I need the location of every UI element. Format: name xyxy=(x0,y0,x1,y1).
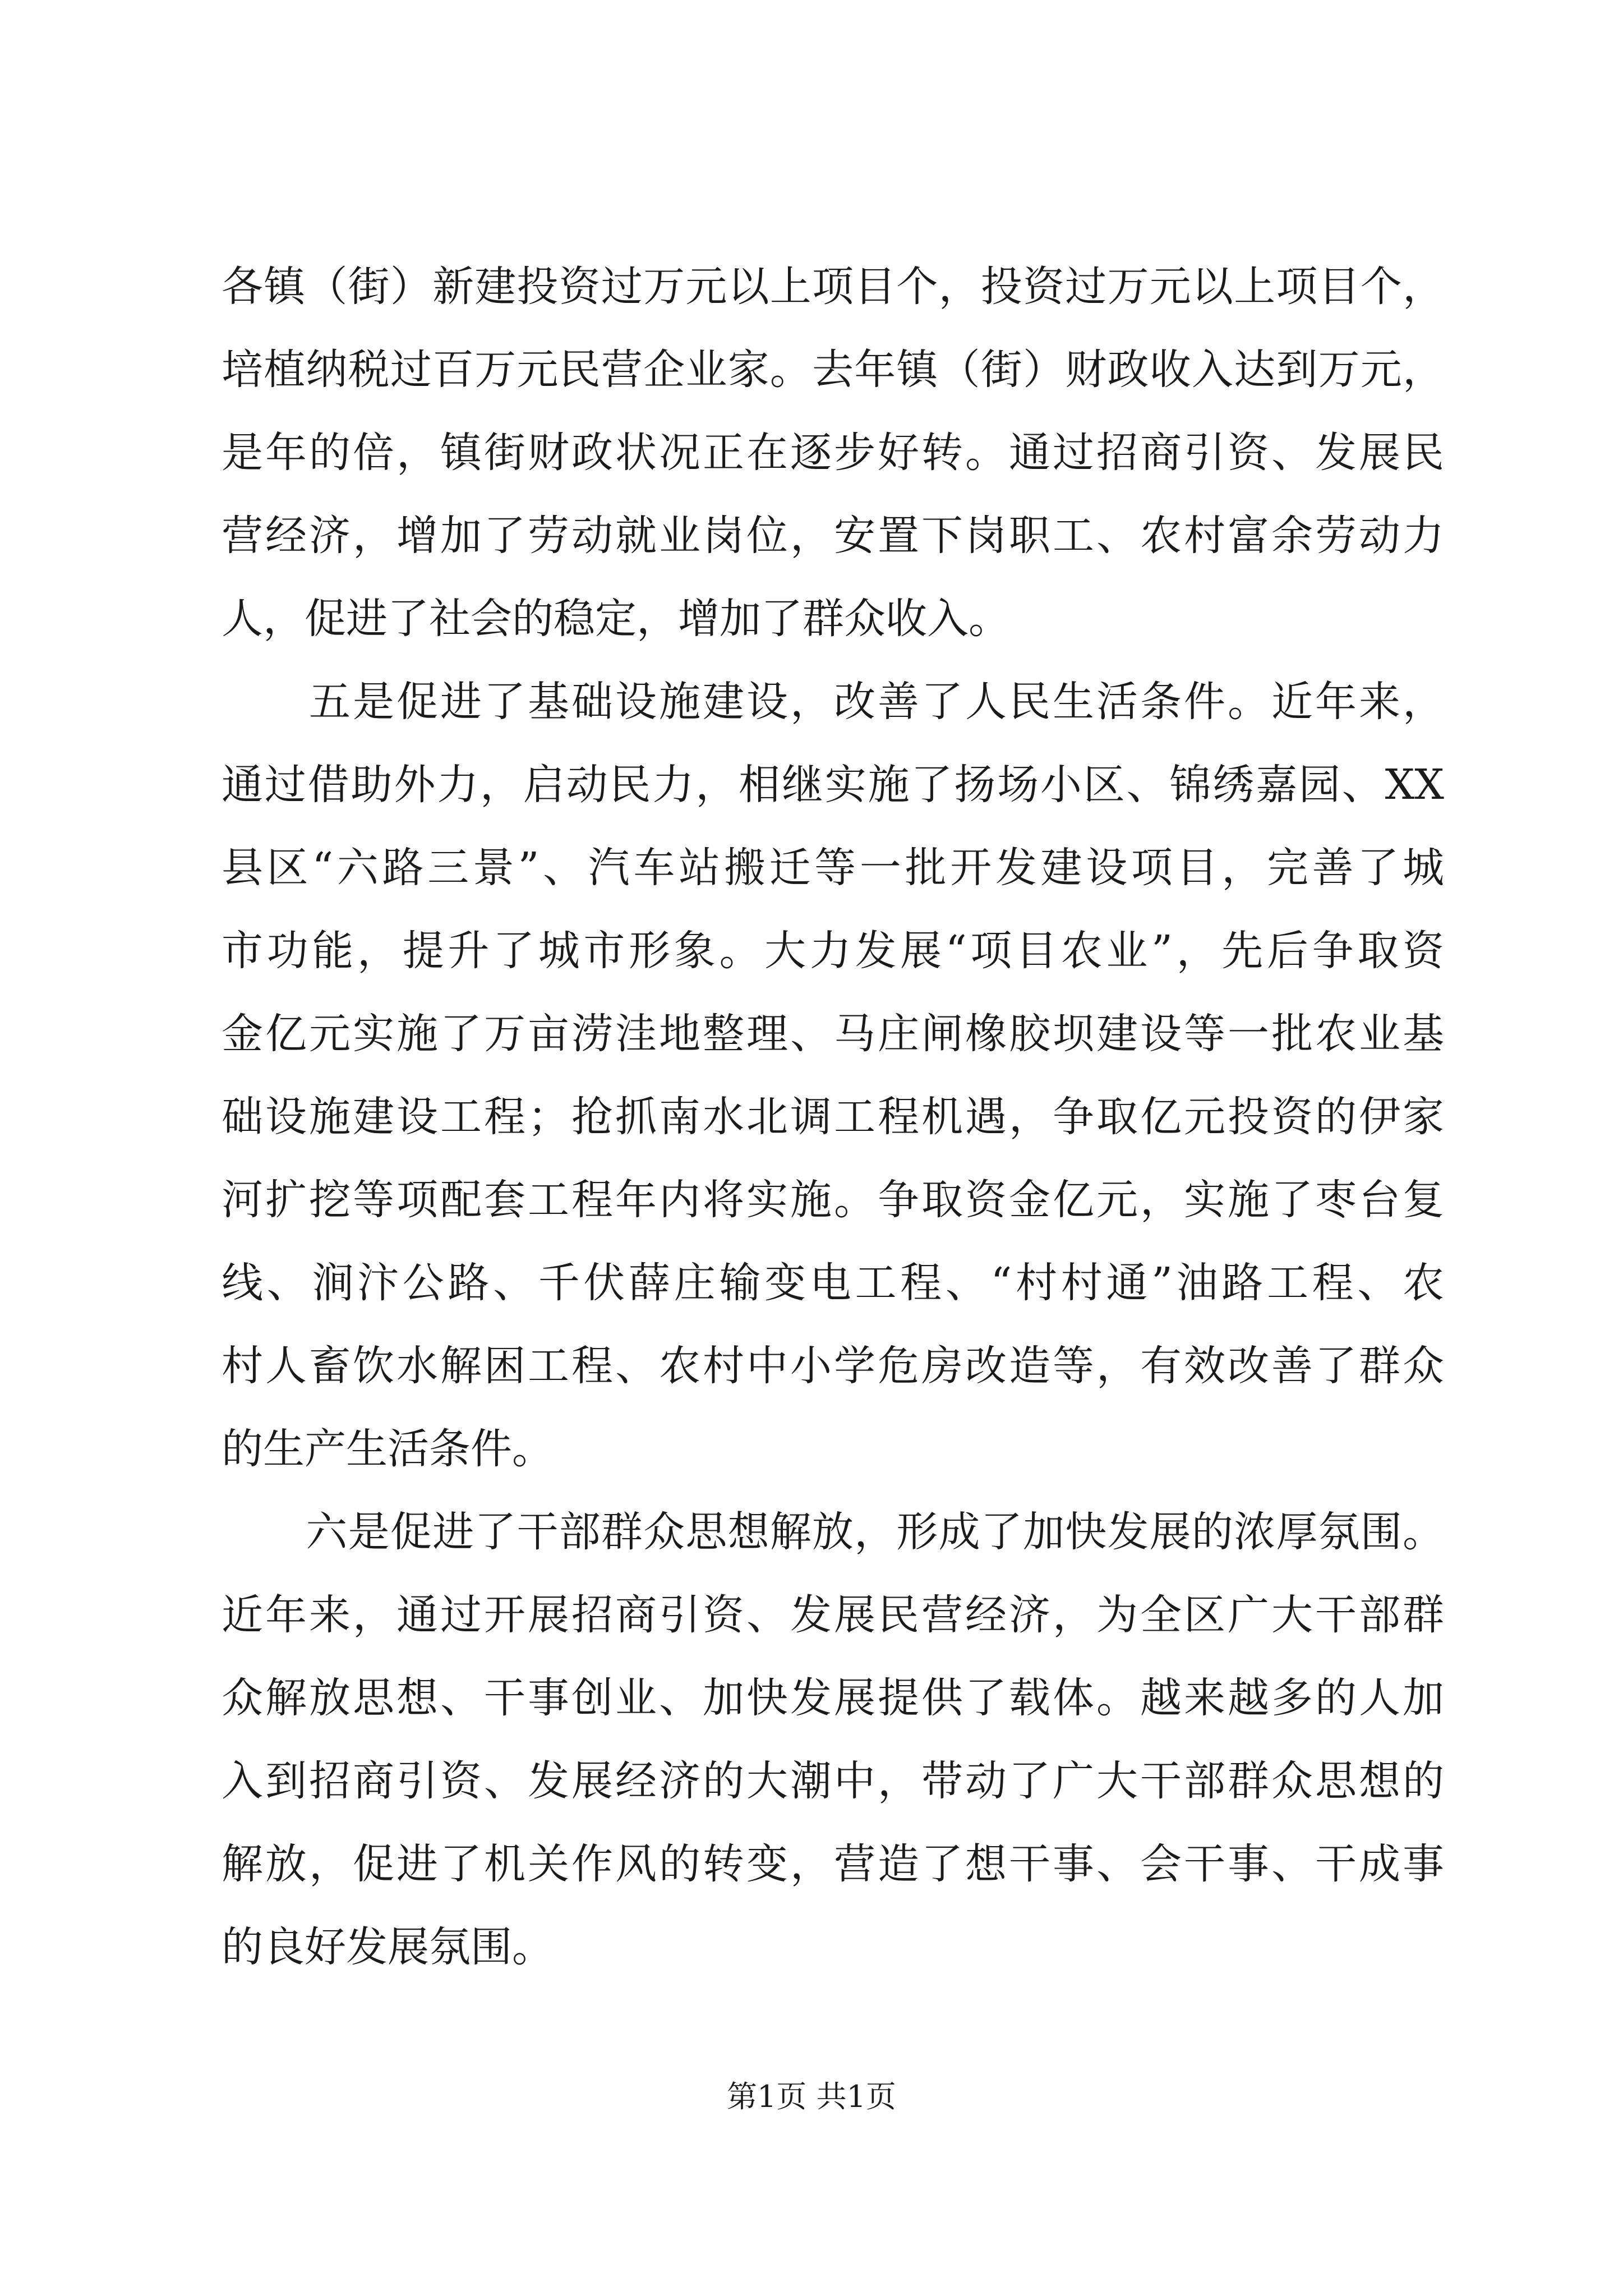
paragraph-3-line-6: 的良好发展氛围。 xyxy=(222,1923,554,1971)
paragraph-3-line-3: 众解放思想、干事创业、加快发展提供了载体。越来越多的人加 xyxy=(222,1674,1444,1722)
paragraph-2-line-7: 河扩挖等项配套工程年内将实施。争取资金亿元，实施了枣台复 xyxy=(222,1176,1444,1224)
paragraph-3-line-5: 解放，促进了机关作风的转变，营造了想干事、会干事、干成事 xyxy=(222,1840,1444,1888)
paragraph-2-line-3: 县区“六路三景”、汽车站搬迁等一批开发建设项目，完善了城 xyxy=(222,844,1444,892)
paragraph-1-line-2: 培植纳税过百万元民营企业家。去年镇（街）财政收入达到万元， xyxy=(222,346,1444,394)
paragraph-2-line-1: 五是促进了基础设施建设，改善了人民生活条件。近年来， xyxy=(222,678,1444,726)
paragraph-2-line-6: 础设施建设工程；抢抓南水北调工程机遇，争取亿元投资的伊家 xyxy=(222,1093,1444,1141)
paragraph-2-line-4: 市功能，提升了城市形象。大力发展“项目农业”，先后争取资 xyxy=(222,927,1444,975)
paragraph-2-line-10: 的生产生活条件。 xyxy=(222,1425,554,1473)
paragraph-1-line-4: 营经济，增加了劳动就业岗位，安置下岗职工、农村富余劳动力 xyxy=(222,512,1444,560)
paragraph-3-line-4: 入到招商引资、发展经济的大潮中，带动了广大干部群众思想的 xyxy=(222,1757,1444,1805)
paragraph-1-line-1: 各镇（街）新建投资过万元以上项目个，投资过万元以上项目个， xyxy=(222,263,1444,311)
paragraph-2-line-9: 村人畜饮水解困工程、农村中小学危房改造等，有效改善了群众 xyxy=(222,1342,1444,1390)
page-number-footer: 第1页 共1页 xyxy=(727,2079,896,2114)
paragraph-3-line-1: 六是促进了干部群众思想解放，形成了加快发展的浓厚氛围。 xyxy=(222,1508,1444,1556)
paragraph-3-line-2: 近年来，通过开展招商引资、发展民营经济，为全区广大干部群 xyxy=(222,1591,1444,1639)
paragraph-1-line-5: 人，促进了社会的稳定，增加了群众收入。 xyxy=(222,595,1010,643)
paragraph-1-line-3: 是年的倍，镇街财政状况正在逐步好转。通过招商引资、发展民 xyxy=(222,429,1444,477)
paragraph-2-line-2: 通过借助外力，启动民力，相继实施了扬场小区、锦绣嘉园、XX xyxy=(222,761,1444,809)
paragraph-2-line-8: 线、涧汴公路、千伏薛庄输变电工程、“村村通”油路工程、农 xyxy=(222,1259,1444,1307)
document-body xyxy=(222,245,1444,1989)
paragraph-2-line-5: 金亿元实施了万亩涝洼地整理、马庄闸橡胶坝建设等一批农业基 xyxy=(222,1010,1444,1058)
